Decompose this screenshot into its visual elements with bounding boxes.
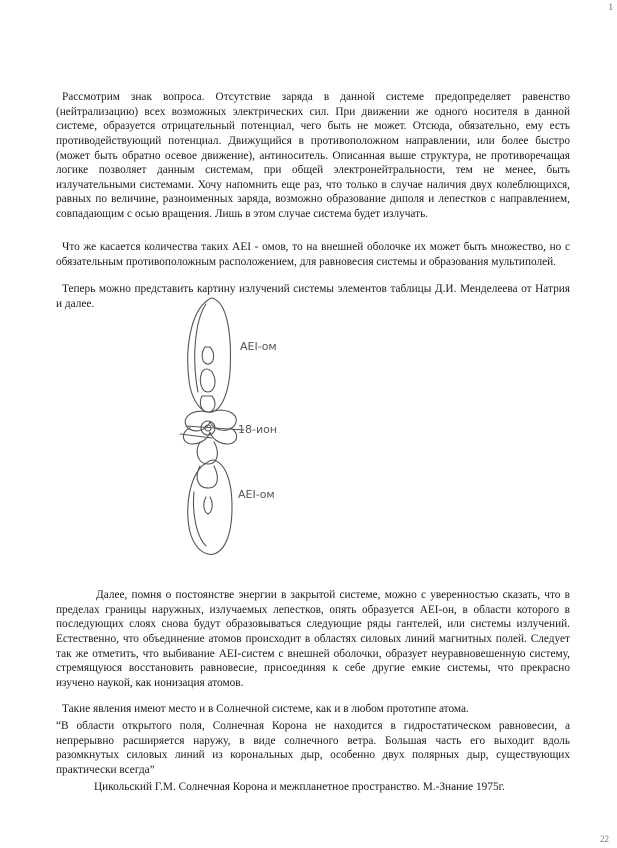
paragraph-aei-count: Что же касается количества таких AEI - омов, то на внешней оболочке их может быть множество, но с обязательным противоположным расположением, для равновесия системы и образования мультиполей.: [56, 241, 570, 268]
quote-solar-corona: “В области открытого поля, Солнечная Корона не находится в гидростатическом равновесии, а непрерывно расширяется наружу, в виде солнечного ветра. Большая часть его выходит вдоль разомкнутых силовых линий из корональных дыр, особенно двух полярных дыр, существующих практически всегда”: [56, 720, 570, 777]
diagram-sketch: [150, 292, 340, 564]
label-aei-bottom: AEI-ом: [238, 488, 275, 501]
corner-mark: 1: [608, 2, 613, 12]
paragraph-radiation-picture: Теперь можно представить картину излучений системы элементов таблицы Д.И. Менделеева от Натрия и далее.: [56, 283, 570, 310]
hand-drawn-diagram: [150, 292, 340, 564]
paragraph-solar-system: Такие явления имеют место и в Солнечной системе, как и в любом прототипе атома.: [62, 703, 469, 716]
citation: Цикольский Г.М. Солнечная Корона и межпланетное пространство. М.-Знание 1975г.: [94, 781, 505, 794]
label-aei-top: AEI-ом: [240, 340, 277, 353]
page-number: 22: [600, 834, 609, 844]
paragraph-energy-conservation: Далее, помня о постоянстве энергии в закрытой системе, можно с уверенностью сказать, что в пределах границы наружных, излучаемых лепестков, опять образуется AEI-он, в области которого в последующих слоях снова будут образовываться следующие ряды гантелей, или системы излучений. Естественно, что объединение атомов происходит в областях силовых линий магнитных полей. Следует так же отметить, что выбивание AEI-систем с внешней оболочки, образует неуравновешенную систему, стремящуюся восстановить равновесие, присоединяя к себе другие емкие системы, что прекрасно изучено наукой, как ионизация атомов.: [56, 589, 570, 689]
paragraph-question-mark: Рассмотрим знак вопроса. Отсутствие заряда в данной системе предопределяет равенство (нейтрализацию) всех возможных электрических сил. При движении же одного носителя в данной системе, образуется отрицательный потенциал, чего быть не может. Отсюда, обязательно, ему есть противодействующий потенциал. Движущийся в противоположном направлении, или более быстро (может быть обратно осевое движение), антиноситель. Описанная выше структура, не противоречащая логике позволяет данным системам, при общей электронейтральности, тем не менее, быть излучательными системами. Хочу напомнить еще раз, что только в случае наличия двух колеблющихся, равных по величине, разноименных заряда, возможно образование диполя и лепестков с направлением, совпадающим с осью вращения. Лишь в этом случае система будет излучать.: [56, 91, 570, 221]
label-ion-mid: 18-ион: [238, 423, 278, 436]
